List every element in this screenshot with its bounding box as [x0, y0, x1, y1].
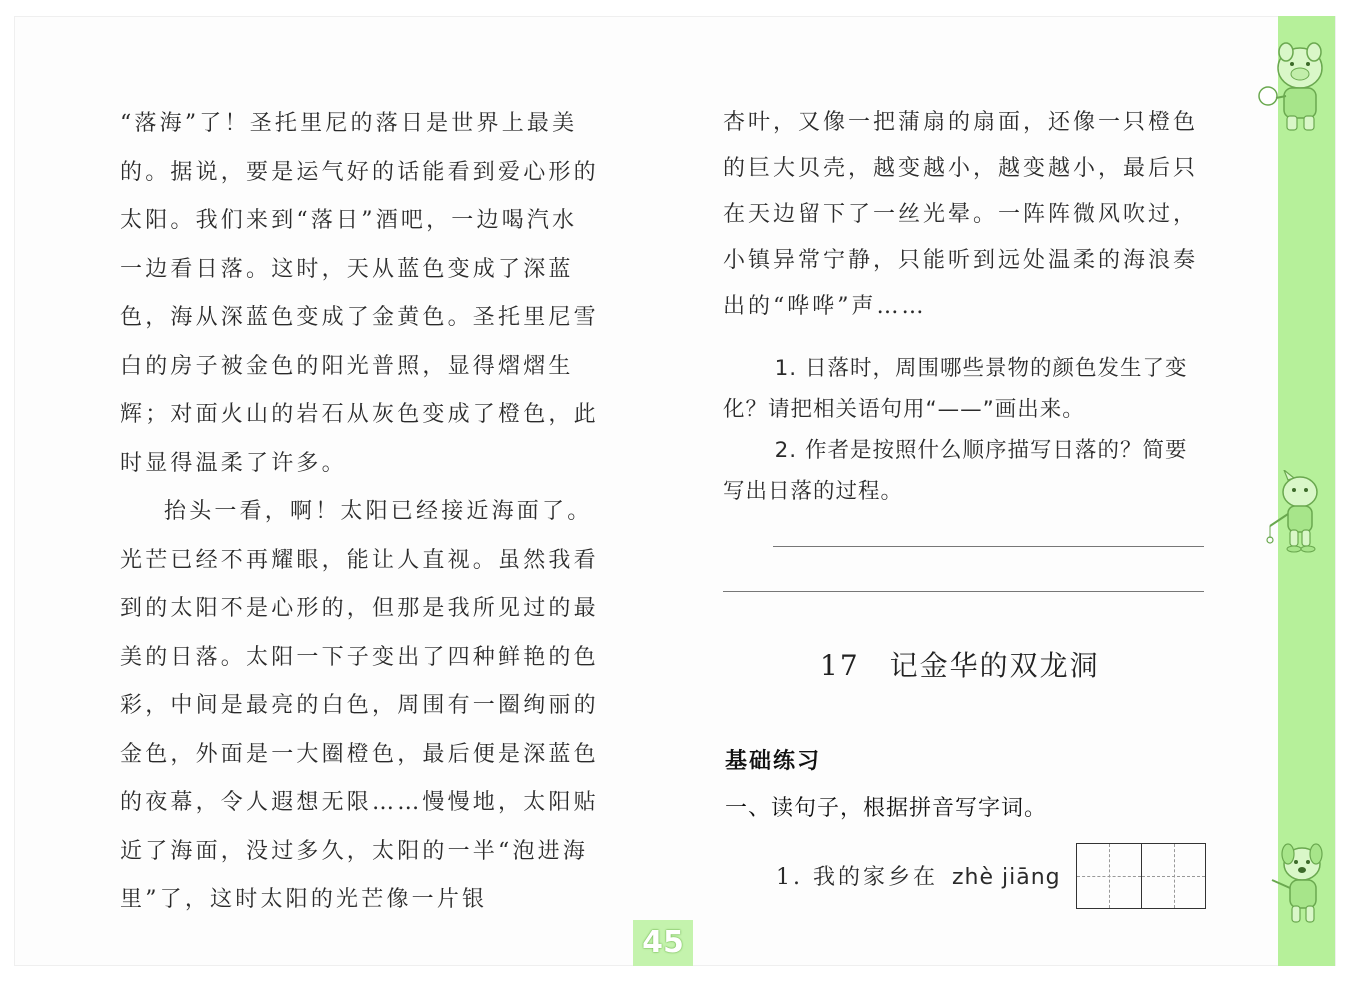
lesson-number: 17 — [820, 649, 860, 682]
character-writing-grid[interactable] — [1076, 843, 1206, 909]
exercise-item-text: 1. 我的家乡在 — [776, 865, 938, 890]
reading-questions — [723, 348, 1205, 512]
exercise-heading: 一、读句子，根据拼音写字词。 — [725, 796, 1048, 821]
question-2: 2. 作者是按照什么顺序描写日落的？简要写出日落的过程。 — [723, 438, 1188, 504]
writing-cell[interactable] — [1077, 844, 1141, 908]
passage-paragraph: “落海”了！圣托里尼的落日是世界上最美的。据说，要是运气好的话能看到爱心形的太阳。我们来到“落日”酒吧，一边喝汽水一边看日落。这时，天从蓝色变成了深蓝色，海从深蓝色变成了金黄色。圣托里尼雪白的房子被金色的阳光普照，显得熠熠生辉；对面火山的岩石从灰色变成了橙色，此时显得温柔了许多。 — [120, 111, 599, 476]
answer-line[interactable] — [773, 546, 1204, 547]
passage-paragraph: 抬头一看，啊！太阳已经接近海面了。光芒已经不再耀眼，能让人直视。虽然我看到的太阳不是心形的，但那是我所见过的最美的日落。太阳一下子变出了四种鲜艳的色彩，中间是最亮的白色，周围有一圈绚丽的金色，外面是一大圈橙色，最后便是深蓝色的夜幕，令人遐想无限……慢慢地，太阳贴近了海面，没过多久，太阳的一半“泡进海里”了，这时太阳的光芒像一片银 — [120, 499, 599, 912]
pig-mascot-icon — [1254, 40, 1334, 135]
lesson-title — [820, 644, 1180, 684]
right-column-passage — [723, 100, 1205, 330]
cartoon-character-icon — [1262, 470, 1334, 555]
section-heading: 基础练习 — [725, 749, 822, 774]
lesson-name: 记金华的双龙洞 — [889, 649, 1100, 682]
exercise-item-1 — [776, 860, 1061, 891]
pinyin-prompt: zhè jiāng — [951, 865, 1061, 890]
passage-continuation: 杏叶，又像一把蒲扇的扇面，还像一只橙色的巨大贝壳，越变越小，越变越小，最后只在天边留下了一丝光晕。一阵阵微风吹过，小镇异常宁静，只能听到远处温柔的海浪奏出的“哗哗”声…… — [723, 110, 1199, 319]
question-1: 1. 日落时，周围哪些景物的颜色发生了变化？请把相关语句用“——”画出来。 — [723, 356, 1188, 422]
answer-line[interactable] — [723, 591, 1204, 592]
writing-cell[interactable] — [1141, 844, 1205, 908]
dog-mascot-icon — [1262, 840, 1334, 930]
left-column-passage — [120, 100, 600, 925]
page-number: 45 — [633, 920, 693, 966]
